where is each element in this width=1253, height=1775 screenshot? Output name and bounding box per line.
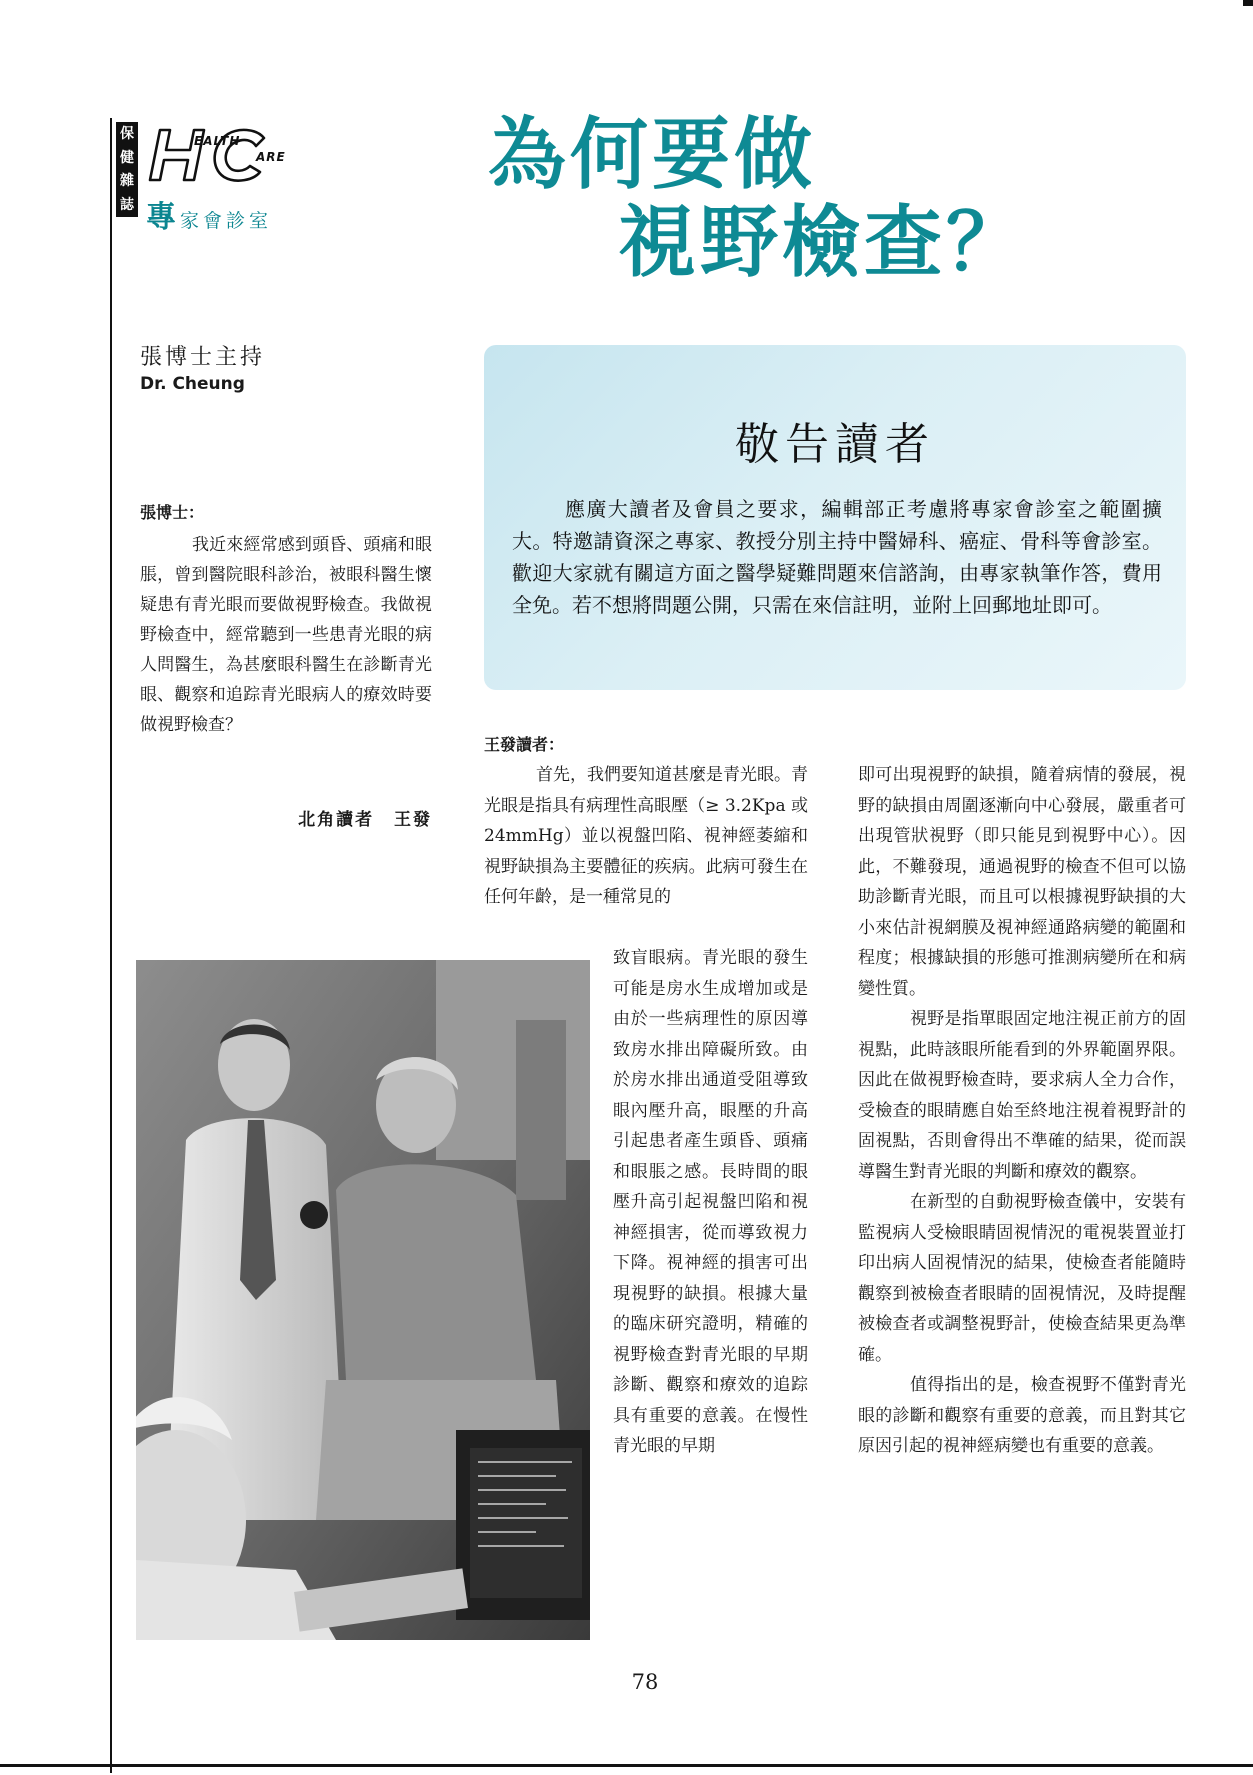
column-name-small: 家會診室: [180, 210, 273, 232]
answer-salutation: 王發讀者：: [484, 735, 565, 754]
column-name: [146, 192, 272, 236]
answer-column-2: [858, 760, 1186, 1462]
page-number: 78: [631, 1670, 659, 1694]
healthcare-logo: [146, 120, 306, 190]
magazine-char: 誌: [120, 197, 134, 214]
headline-line-2: 視野檢查？: [618, 197, 1029, 288]
logo-subtext-ealth: EALTH: [194, 134, 241, 148]
magazine-char: 雜: [120, 173, 134, 190]
photo-illustration: [136, 960, 590, 1640]
notice-body: 應廣大讀者及會員之要求，編輯部正考慮將專家會診室之範圍擴大。特邀請資深之專家、教授分別主持中醫婦科、癌症、骨科等會診室。歡迎大家就有關這方面之醫學疑難問題來信諮詢，由專家執筆作答，費用全免。若不想將問題公開，只需在來信註明，並附上回郵地址即可。: [512, 497, 1162, 617]
magazine-char: 保: [120, 125, 134, 142]
question-signoff: 北角讀者 王發: [298, 810, 432, 830]
answer-paragraph: 視野是指單眼固定地注視正前方的固視點，此時該眼所能看到的外界範圍界限。因此在做視野檢查時，要求病人全力合作，受檢查的眼睛應自始至終地注視着視野計的固視點，否則會得出不準確的結果，從而誤導醫生對青光眼的判斷和療效的觀察。: [858, 1009, 1186, 1182]
left-margin-rule: [110, 118, 112, 1773]
magazine-char: 健: [120, 149, 134, 166]
byline-chinese: 張博士主持: [140, 345, 266, 370]
answer-paragraph: 值得指出的是，檢查視野不僅對青光眼的診斷和觀察有重要的意義，而且對其它原因引起的視神經病變也有重要的意義。: [858, 1375, 1186, 1456]
magazine-vertical-tab: [116, 122, 138, 217]
question-body: 我近來經常感到頭昏、頭痛和眼脹，曾到醫院眼科診治，被眼科醫生懷疑患有青光眼而要做視野檢查。我做視野檢查中，經常聽到一些患青光眼的病人問醫生，為甚麼眼科醫生在診斷青光眼、觀察和追踪青光眼病人的療效時要做視野檢查？: [140, 535, 432, 735]
notice-title: 敬告讀者: [735, 419, 935, 470]
doctor-patient-photo: [136, 960, 590, 1640]
logo-subtext-are: ARE: [256, 150, 286, 164]
answer-paragraph: 在新型的自動視野檢查儀中，安裝有監視病人受檢眼睛固視情況的電視裝置並打印出病人固視情況的結果，使檢查者能隨時觀察到被檢查者眼睛的固視情況，及時提醒被檢查者或調整視野計，使檢查結果更為準確。: [858, 1192, 1186, 1365]
corner-mark: [1243, 0, 1253, 6]
byline-english: Dr. Cheung: [140, 374, 245, 394]
bottom-margin-rule: [0, 1764, 1253, 1767]
question-salutation: 張博士：: [140, 503, 205, 522]
headline-line-1: 為何要做: [488, 109, 817, 200]
answer-paragraph: 即可出現視野的缺損，隨着病情的發展，視野的缺損由周圍逐漸向中心發展，嚴重者可出現管狀視野（即只能見到視野中心）。因此，不難發現，通過視野的檢查不但可以協助診斷青光眼，而且可以根據視野缺損的大小來估計視網膜及視神經通路病變的範圍和程度；根據缺損的形態可推測病變所在和病變性質。: [858, 765, 1186, 999]
column-name-big: 專: [146, 200, 176, 235]
answer-column-1-bottom: 致盲眼病。青光眼的發生可能是房水生成增加或是由於一些病理性的原因導致房水排出障礙所致。由於房水排出通道受阻導致眼內壓升高，眼壓的升高引起患者產生頭昏、頭痛和眼脹之感。長時間的眼壓升高引起視盤凹陷和視神經損害，從而導致視力下降。視神經的損害可出現視野的缺損。根據大量的臨床研究證明，精確的視野檢查對青光眼的早期診斷、觀察和療效的追踪具有重要的意義。在慢性青光眼的早期: [613, 948, 808, 1456]
answer-column-1-top: 首先，我們要知道甚麼是青光眼。青光眼是指具有病理性高眼壓（≥ 3.2Kpa 或 24mmHg）並以視盤凹陷、視神經萎縮和視野缺損為主要體征的疾病。此病可發生在任何年齡，是一種常見的: [484, 765, 808, 907]
